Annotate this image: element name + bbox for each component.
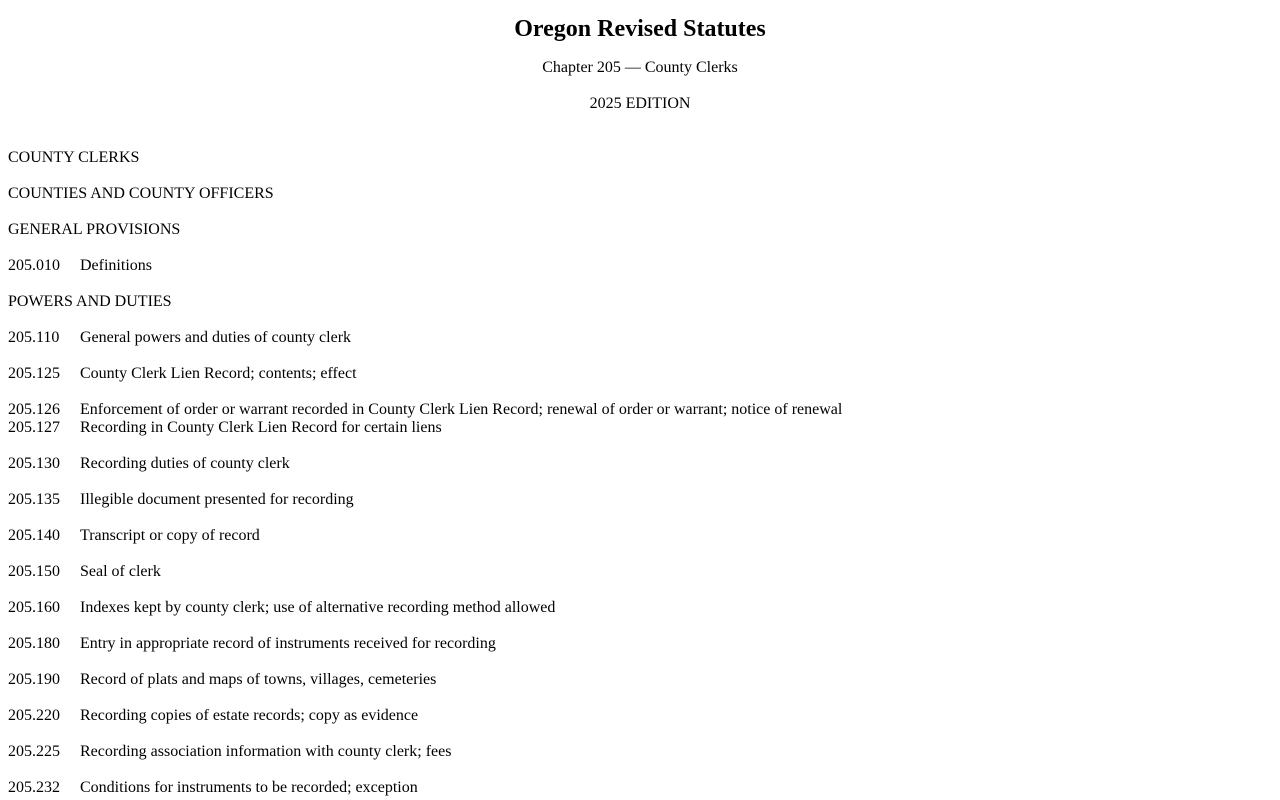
- section-entry: [8, 634, 496, 654]
- section-title: Definitions: [80, 257, 152, 274]
- section-title: Indexes kept by county clerk; use of alternative recording method allowed: [80, 599, 556, 616]
- heading-counties-officers: COUNTIES AND COUNTY OFFICERS: [8, 185, 274, 202]
- heading-powers-duties: POWERS AND DUTIES: [8, 293, 172, 310]
- section-number: 205.140: [8, 527, 60, 544]
- section-entry: [8, 454, 290, 474]
- section-entry: [8, 490, 354, 510]
- section-entry: [8, 778, 418, 798]
- section-entry: [8, 562, 161, 582]
- section-title: County Clerk Lien Record; contents; effect: [80, 365, 357, 382]
- section-entry: [8, 256, 152, 276]
- section-number: 205.130: [8, 455, 60, 472]
- page-title: Oregon Revised Statutes: [514, 16, 766, 42]
- section-title: Recording copies of estate records; copy as evidence: [80, 707, 419, 724]
- section-number: 205.225: [8, 743, 60, 760]
- section-entry: [8, 670, 436, 690]
- section-number: 205.010: [8, 257, 60, 274]
- section-entry: [8, 706, 418, 726]
- section-number: 205.160: [8, 599, 60, 616]
- section-title: Entry in appropriate record of instruments received for recording: [80, 635, 496, 652]
- section-number: 205.110: [8, 329, 60, 346]
- section-title: General powers and duties of county clerk: [80, 329, 352, 346]
- heading-county-clerks: COUNTY CLERKS: [8, 149, 140, 166]
- edition-label: 2025 EDITION: [589, 95, 691, 112]
- chapter-subtitle: Chapter 205 — County Clerks: [542, 59, 738, 76]
- section-entry: [8, 364, 357, 384]
- section-number: 205.127: [8, 419, 60, 436]
- heading-general-provisions: GENERAL PROVISIONS: [8, 221, 181, 238]
- section-number: 205.232: [8, 779, 60, 796]
- section-number: 205.126: [8, 401, 60, 418]
- section-title: Illegible document presented for recording: [80, 491, 354, 508]
- section-entry: [8, 526, 260, 546]
- section-title: Transcript or copy of record: [80, 527, 260, 544]
- section-number: 205.125: [8, 365, 60, 382]
- section-title: Enforcement of order or warrant recorded in County Clerk Lien Record; renewal of order or warrant; notice of renewal: [80, 401, 843, 418]
- section-number: 205.180: [8, 635, 60, 652]
- section-entry: [8, 742, 451, 762]
- section-number: 205.220: [8, 707, 60, 724]
- section-entry: [8, 328, 351, 348]
- section-entry: [8, 598, 555, 618]
- section-entry: [8, 400, 842, 420]
- section-entry: [8, 418, 442, 438]
- section-title: Conditions for instruments to be recorded; exception: [80, 779, 418, 796]
- section-title: Recording in County Clerk Lien Record for certain liens: [80, 419, 442, 436]
- section-number: 205.135: [8, 491, 60, 508]
- section-number: 205.150: [8, 563, 60, 580]
- section-title: Recording association information with county clerk; fees: [80, 743, 452, 760]
- section-title: Recording duties of county clerk: [80, 455, 290, 472]
- section-title: Record of plats and maps of towns, villages, cemeteries: [80, 671, 437, 688]
- section-number: 205.190: [8, 671, 60, 688]
- section-title: Seal of clerk: [80, 563, 161, 580]
